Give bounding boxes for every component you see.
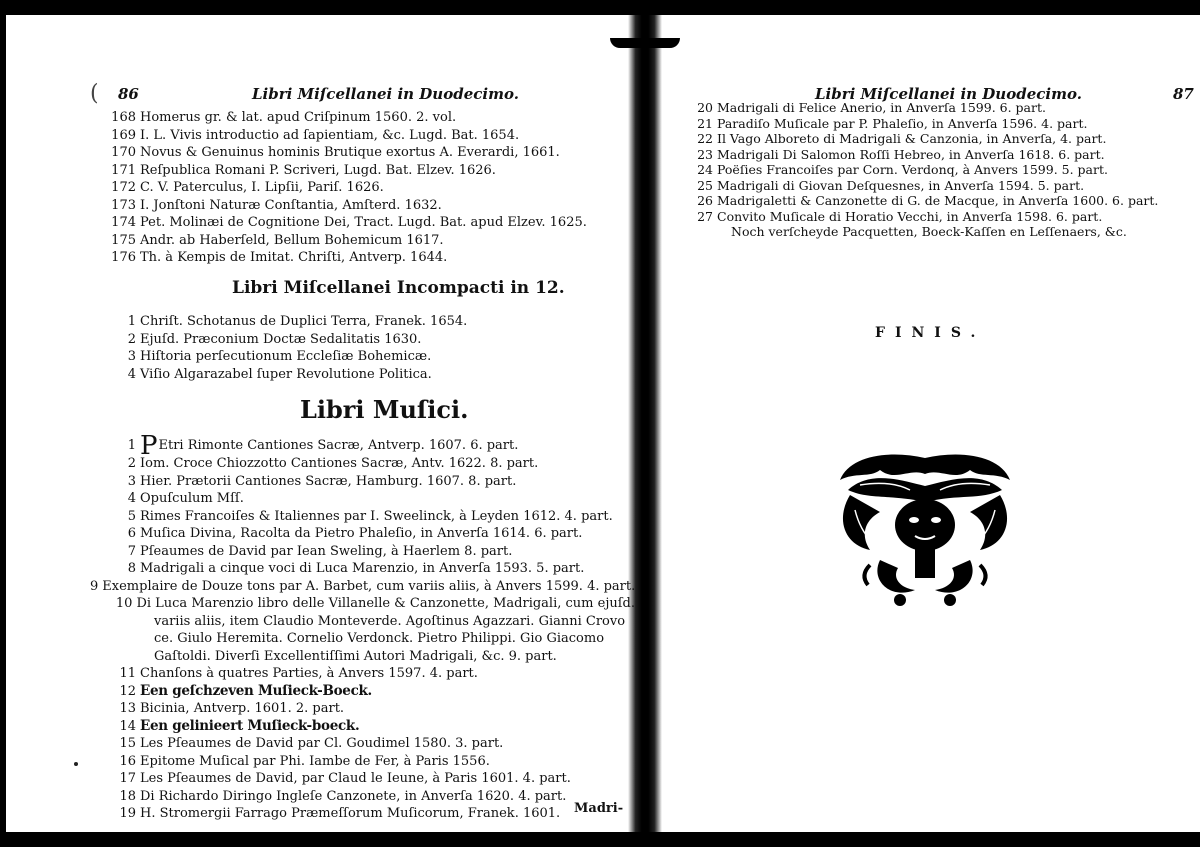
catalog-entry	[90, 770, 635, 788]
entry-text: Madrigali di Giovan Deſquesnes, in Anverſa 1594. 5. part.	[717, 177, 1085, 193]
catalog-entry	[90, 490, 635, 508]
entry-text: Pſeaumes de David par Iean Sweling, à Haerlem 8. part.	[140, 543, 513, 559]
catalog-entry	[90, 613, 635, 631]
section-heading-musici: Libri Muſici.	[300, 395, 469, 424]
right-page-number: 87	[1173, 85, 1194, 103]
catalog-entry	[90, 144, 625, 162]
entry-text: Homerus gr. & lat. apud Criſpinum 1560. 2. vol.	[140, 110, 457, 125]
entry-text: Les Pſeaumes de David par Cl. Goudimel 1580. 3. part.	[140, 736, 504, 751]
entry-text: Chriſt. Schotanus de Duplici Terra, Franek. 1654.	[140, 314, 468, 329]
entry-number: 171	[111, 162, 136, 178]
catalog-entry	[90, 197, 625, 215]
entry-text: Hier. Prætorii Cantiones Sacræ, Hamburg. 1607. 8. part.	[140, 473, 517, 489]
entry-number: 168	[111, 110, 136, 125]
catalog-entry	[90, 127, 625, 145]
entry-number: 1	[127, 314, 136, 329]
catalog-entry	[695, 178, 1195, 194]
catalog-entry	[90, 232, 625, 250]
catalog-entry	[90, 331, 625, 349]
catalog-entry	[90, 214, 625, 232]
entry-text: Di Richardo Diringo Ingleſe Canzonete, in Anverſa 1620. 4. part.	[140, 788, 567, 804]
entry-text: Th. à Kempis de Imitat. Chriſti, Antverp. 1644.	[140, 250, 448, 265]
entry-number: 173	[111, 197, 136, 213]
entry-number: 10	[115, 596, 133, 611]
entry-text: Il Vago Alboreto di Madrigali & Canzonia, in Anverſa, 4. part.	[717, 131, 1107, 146]
entry-number: 26	[697, 193, 713, 208]
entry-number: 23	[697, 146, 713, 162]
catalog-entry	[695, 131, 1195, 147]
entry-text: Hiſtoria perſecutionum Eccleſiæ Bohemicæ.	[140, 349, 432, 364]
entry-number: 14	[119, 718, 136, 734]
entry-text: Madrigaletti & Canzonette di G. de Macque, in Anverſa 1600. 6. part.	[717, 193, 1159, 208]
entry-number	[695, 224, 713, 240]
entry-text: Bicinia, Antverp. 1601. 2. part.	[140, 701, 345, 716]
entry-text: Epitome Muſical par Phi. Iambe de Fer, à Paris 1556.	[140, 753, 490, 769]
catalog-entry	[695, 209, 1195, 225]
catalog-entry	[90, 366, 625, 384]
entry-text: Paradiſo Muſicale par P. Phaleſio, in Anverſa 1596. 4. part.	[717, 115, 1088, 131]
catalog-entry	[90, 162, 625, 180]
catalog-entry	[90, 525, 635, 543]
entry-number: 25	[697, 177, 713, 193]
scan-border-left	[0, 15, 6, 832]
entry-text: I. L. Vivis introductio ad ſapientiam, &c. Lugd. Bat. 1654.	[140, 127, 520, 143]
catalog-entry	[90, 735, 635, 753]
left-running-title: Libri Miſcellanei in Duodecimo.	[252, 85, 519, 103]
entry-text: Madrigali di Felice Anerio, in Anverſa 1599. 6. part.	[717, 100, 1046, 115]
entry-text: Les Pſeaumes de David, par Claud le Ieune, à Paris 1601. 4. part.	[140, 771, 571, 786]
book-gutter-top	[610, 38, 680, 48]
finis-text: FINIS.	[875, 325, 986, 341]
entry-text: C. V. Paterculus, I. Lipſii, Pariſ. 1626.	[140, 180, 384, 195]
entry-text: Ejuſd. Præconium Doctæ Sedalitatis 1630.	[140, 331, 422, 347]
entry-number: 175	[111, 232, 136, 248]
catalog-entry	[90, 805, 635, 823]
catalog-entry	[90, 595, 635, 613]
entry-text: Een gelinieert Muſieck-boeck.	[140, 717, 360, 734]
entry-number: 176	[111, 250, 136, 265]
catalog-entry	[90, 249, 625, 267]
entry-number: 169	[111, 127, 136, 143]
entry-text: Madrigali Di Salomon Roſſi Hebreo, in Anverſa 1618. 6. part.	[717, 146, 1105, 162]
entry-number: 11	[119, 666, 136, 681]
catalog-entry	[695, 193, 1195, 209]
catalog-entry	[90, 179, 625, 197]
entry-text: Noch verſcheyde Pacquetten, Boeck-Kaſſen en Leſſenaers, &c.	[731, 224, 1127, 239]
catalog-entry	[90, 543, 635, 561]
catalog-entry	[90, 560, 635, 578]
catalog-list-musici	[90, 431, 636, 823]
entry-text: Andr. ab Haberſeld, Bellum Bohemicum 1617.	[140, 232, 444, 248]
entry-number: 2	[127, 456, 136, 471]
entry-number	[90, 648, 136, 666]
entry-number: 22	[697, 131, 713, 146]
right-running-title: Libri Miſcellanei in Duodecimo.	[815, 85, 1082, 103]
catalog-entry	[90, 473, 635, 491]
catalog-entry	[695, 116, 1195, 132]
entry-number: 2	[127, 331, 136, 347]
entry-number: 12	[119, 683, 136, 699]
entry-number: 7	[127, 543, 136, 559]
entry-text: Iom. Croce Chiozzotto Cantiones Sacræ, Antv. 1622. 8. part.	[140, 456, 539, 471]
entry-text: Madrigali a cinque voci di Luca Marenzio, in Anverſa 1593. 5. part.	[140, 561, 585, 576]
entry-text: I. Jonſtoni Naturæ Conſtantia, Amſterd. 1632.	[140, 197, 442, 213]
catalog-entry	[90, 109, 625, 127]
woodcut-ornament-icon	[830, 450, 1020, 614]
entry-number: 4	[127, 491, 136, 506]
entry-number: 13	[119, 701, 136, 716]
entry-text: Poëſies Francoiſes par Corn. Verdonq, à Anvers 1599. 5. part.	[717, 162, 1108, 177]
catalog-entry	[90, 718, 635, 736]
entry-text: Exemplaire de Douze tons par A. Barbet, cum variis aliis, à Anvers 1599. 4. part.	[102, 578, 636, 594]
scan-border-top	[0, 0, 1200, 15]
entry-number: 17	[119, 771, 136, 786]
entry-text: variis aliis, item Claudio Monteverde. Agoſtinus Agazzari. Gianni Crovo	[154, 613, 626, 629]
catalog-entry	[90, 700, 635, 718]
right-running-head	[695, 85, 1195, 109]
entry-text: Pet. Molinæi de Cognitione Dei, Tract. Lugd. Bat. apud Elzev. 1625.	[140, 215, 587, 230]
catalog-entry	[90, 431, 635, 461]
entry-text: Muſica Divina, Racolta da Pietro Phaleſio, in Anverſa 1614. 6. part.	[140, 526, 583, 541]
entry-number: 1	[127, 438, 136, 453]
ink-speck	[74, 762, 78, 766]
entry-number: 4	[127, 366, 136, 382]
left-running-head	[90, 81, 625, 109]
catalog-entry	[90, 313, 625, 331]
catalog-entry	[90, 630, 635, 648]
entry-text-rest: Etri Rimonte Cantiones Sacræ, Antverp. 1607. 6. part.	[158, 438, 519, 453]
catalog-entry	[695, 147, 1195, 163]
entry-number: 21	[697, 115, 713, 131]
entry-number: 20	[697, 100, 713, 115]
entry-number: 170	[111, 145, 136, 160]
entry-number: 15	[119, 736, 136, 751]
entry-number: 19	[119, 806, 136, 821]
catalog-entry	[90, 665, 635, 683]
entry-number	[90, 630, 136, 648]
entry-text: Rimes Francoiſes & Italiennes par I. Sweelinck, à Leyden 1612. 4. part.	[140, 508, 613, 524]
entry-number: 9	[90, 578, 99, 594]
entry-text: Gaſtoldi. Diverſi Excellentiſſimi Autori Madrigali, &c. 9. part.	[154, 648, 557, 664]
catalog-list-musici-continued	[695, 100, 1195, 240]
drop-capital: P	[140, 431, 158, 461]
entry-number: 5	[127, 508, 136, 524]
catchword: Madri-	[574, 801, 624, 816]
catalog-entry	[90, 683, 635, 701]
entry-text	[140, 431, 519, 461]
catalog-entry	[90, 788, 635, 806]
entry-text: Di Luca Marenzio libro delle Villanelle & Canzonette, Madrigali, cum ejuſd.	[136, 596, 635, 611]
entry-number: 8	[127, 561, 136, 576]
entry-text: Reſpublica Romani P. Scriveri, Lugd. Bat. Elzev. 1626.	[140, 162, 496, 178]
entry-number: 3	[127, 473, 136, 489]
entry-text: Opuſculum Mſſ.	[140, 491, 244, 506]
right-page	[695, 85, 1195, 341]
entry-text: Chanſons à quatres Parties, à Anvers 1597. 4. part.	[140, 666, 478, 681]
entry-text: Viſio Algarazabel ſuper Revolutione Politica.	[140, 366, 432, 382]
catalog-entry	[90, 508, 635, 526]
entry-number: 18	[119, 788, 136, 804]
scan-border-bottom	[0, 832, 1200, 847]
entry-text: Convito Muſicale di Horatio Vecchi, in Anverſa 1598. 6. part.	[717, 208, 1103, 224]
catalog-entry	[90, 455, 635, 473]
left-page-number: 86	[118, 85, 139, 103]
catalog-entry	[90, 753, 635, 771]
entry-text: H. Stromergii Farrago Præmeſſorum Muſicorum, Franek. 1601.	[140, 806, 561, 821]
catalog-list-duodecimo	[90, 109, 625, 267]
entry-number: 24	[697, 162, 713, 177]
entry-number: 16	[119, 753, 136, 769]
entry-number: 3	[127, 349, 136, 364]
entry-number: 174	[111, 215, 136, 230]
left-page	[90, 81, 636, 821]
entry-text: ce. Giulo Heremita. Cornelio Verdonck. Pietro Philippi. Gio Giacomo	[154, 631, 605, 646]
catalog-entry	[90, 648, 635, 666]
entry-number: 172	[111, 180, 136, 195]
entry-number: 27	[697, 208, 713, 224]
entry-number: 6	[127, 526, 136, 541]
entry-text: Een geſchzeven Muſieck-Boeck.	[140, 682, 372, 699]
catalog-list-incompacti	[90, 313, 625, 383]
entry-number	[90, 613, 136, 631]
section-heading-incompacti: Libri Miſcellanei Incompacti in 12.	[232, 278, 565, 298]
margin-bracket: (	[90, 81, 99, 106]
catalog-entry	[90, 578, 635, 596]
catalog-entry	[695, 162, 1195, 178]
catalog-entry	[695, 224, 1195, 240]
entry-text: Novus & Genuinus hominis Brutique exortus A. Everardi, 1661.	[140, 145, 560, 160]
catalog-entry	[90, 348, 625, 366]
